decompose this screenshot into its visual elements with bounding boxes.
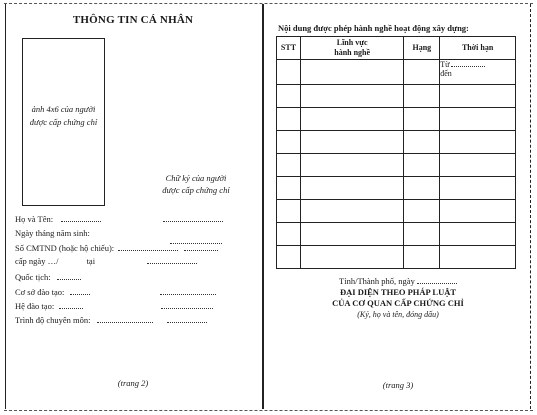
field-dob — [15, 228, 90, 238]
field-issued-dots — [147, 257, 197, 264]
field-qualification-label: Trình độ chuyên môn: — [15, 315, 91, 325]
left-edge — [5, 4, 6, 409]
field-training-institution-label: Cơ sở đào tạo: — [15, 287, 65, 297]
page-number-left: (trang 2) — [117, 378, 149, 388]
signature-label-line2: được cấp chứng chỉ — [162, 185, 230, 195]
center-fold — [262, 4, 264, 409]
table-row — [277, 223, 516, 246]
left-page — [10, 6, 256, 405]
field-training-institution-dots — [70, 288, 90, 295]
place-date-label: Tỉnh/Thành phố, ngày — [339, 276, 415, 286]
field-training-system-dots — [59, 302, 83, 309]
term-cell — [440, 60, 516, 85]
table-cell — [300, 60, 403, 85]
photo-box — [22, 38, 105, 206]
table-cell — [300, 246, 403, 269]
field-name-dots — [61, 215, 101, 222]
table-row — [277, 108, 516, 131]
table-cell — [277, 223, 301, 246]
table-cell — [404, 177, 440, 200]
field-name-dots-2 — [163, 215, 223, 222]
column-header-grade: Hạng — [404, 37, 440, 60]
table-row — [277, 154, 516, 177]
table-cell — [404, 131, 440, 154]
term-from-label: Từ — [440, 60, 450, 69]
field-issued — [15, 256, 197, 266]
table-header-row — [277, 37, 516, 60]
holder-signature-label — [148, 172, 244, 196]
table-cell — [404, 223, 440, 246]
photo-caption — [27, 103, 100, 129]
table-cell — [277, 108, 301, 131]
table-cell — [404, 85, 440, 108]
table-cell — [440, 246, 516, 269]
field-id-dots-2 — [184, 244, 218, 251]
field-id-label: Số CMTND (hoặc hộ chiếu): — [15, 243, 115, 253]
column-header-field-line1: Lĩnh vực — [336, 38, 368, 47]
page-title: THÔNG TIN CÁ NHÂN — [72, 14, 194, 26]
signature-label-line1: Chữ ký của người — [165, 173, 227, 183]
table-cell — [440, 131, 516, 154]
field-id-dots — [118, 244, 178, 251]
table-cell — [440, 85, 516, 108]
field-issued-date-label: cấp ngày …/ — [15, 256, 59, 266]
top-edge — [4, 3, 533, 4]
right-page — [272, 6, 524, 405]
field-qualification — [15, 315, 207, 325]
table-cell — [404, 60, 440, 85]
table-cell — [300, 108, 403, 131]
right-edge — [530, 4, 531, 409]
table-cell — [300, 85, 403, 108]
bottom-edge — [4, 410, 533, 411]
table-cell — [277, 60, 301, 85]
table-cell — [300, 223, 403, 246]
table-cell — [404, 108, 440, 131]
permitted-scope-heading: Nội dung được phép hành nghề hoạt động xây dựng: — [278, 23, 469, 33]
table-cell — [277, 200, 301, 223]
field-nationality-dots — [57, 273, 81, 280]
table-row — [277, 246, 516, 269]
place-date-dots — [417, 277, 457, 284]
issuer-title-line2: CỦA CƠ QUAN CẤP CHỨNG CHỈ — [332, 298, 464, 308]
table-cell — [440, 223, 516, 246]
term-from-dots — [451, 60, 485, 67]
table-row — [277, 177, 516, 200]
table-cell — [440, 154, 516, 177]
issuer-title-line1: ĐẠI DIỆN THEO PHÁP LUẬT — [339, 287, 457, 297]
field-training-institution-dots-2 — [160, 288, 216, 295]
field-training-system — [15, 301, 213, 311]
photo-caption-line1: ảnh 4x6 của người — [31, 104, 96, 114]
table-cell — [277, 246, 301, 269]
field-id-number — [15, 243, 218, 253]
table-cell — [404, 154, 440, 177]
issuer-signature-block — [272, 276, 524, 320]
term-to-line — [440, 69, 515, 78]
field-training-system-dots-2 — [161, 302, 213, 309]
term-to-label: đến — [440, 69, 452, 78]
field-nationality — [15, 272, 81, 282]
issuer-signature-note: (Ký, họ và tên, đóng dấu) — [357, 310, 439, 319]
table-cell — [404, 200, 440, 223]
table-row — [277, 200, 516, 223]
field-qualification-dots-2 — [167, 316, 207, 323]
table-cell — [300, 154, 403, 177]
table-row — [277, 131, 516, 154]
permitted-scope-table — [276, 36, 516, 269]
table-cell — [440, 200, 516, 223]
place-date-line — [272, 276, 524, 287]
table-cell — [440, 177, 516, 200]
term-from-line — [440, 60, 515, 69]
field-training-institution — [15, 287, 216, 297]
page-number-right: (trang 3) — [382, 380, 414, 390]
column-header-stt: STT — [277, 37, 301, 60]
table-cell — [300, 177, 403, 200]
table-row — [277, 85, 516, 108]
table-row — [277, 60, 516, 85]
table-cell — [300, 131, 403, 154]
table-cell — [440, 108, 516, 131]
field-name — [15, 214, 223, 224]
field-nationality-label: Quốc tịch: — [15, 272, 51, 282]
field-name-label: Họ và Tên: — [15, 214, 54, 224]
table-cell — [300, 200, 403, 223]
photo-caption-line2: được cấp chứng chỉ — [29, 117, 98, 127]
column-header-term: Thời hạn — [440, 37, 516, 60]
field-dob-label: Ngày tháng năm sinh: — [15, 228, 90, 238]
field-qualification-dots — [97, 316, 153, 323]
table-cell — [404, 246, 440, 269]
column-header-field — [300, 37, 403, 60]
field-training-system-label: Hệ đào tạo: — [15, 301, 55, 311]
table-cell — [277, 177, 301, 200]
table-cell — [277, 154, 301, 177]
table-cell — [277, 131, 301, 154]
column-header-field-line2: hành nghề — [334, 48, 371, 57]
field-issued-at-label: tại — [86, 256, 96, 266]
table-cell — [277, 85, 301, 108]
